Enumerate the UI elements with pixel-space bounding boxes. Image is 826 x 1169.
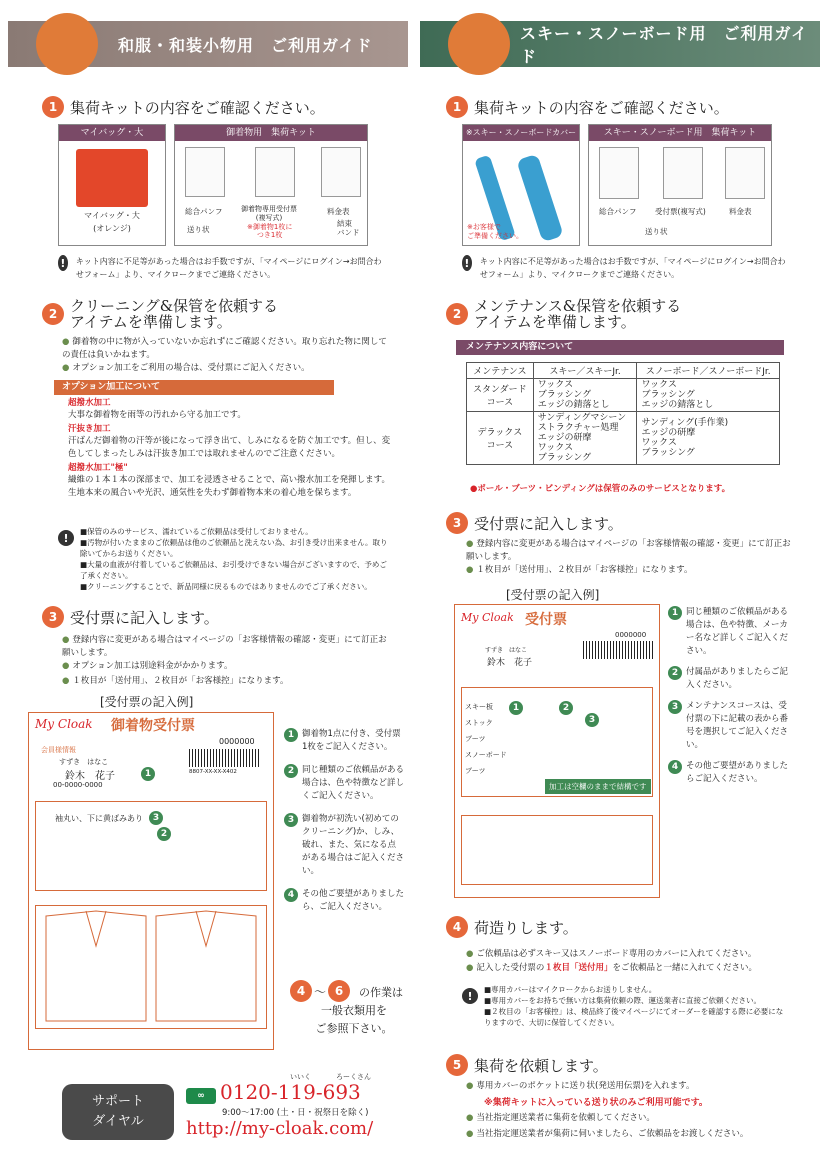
board-cover-image [516,154,563,243]
ref-step-b: 6 [328,980,350,1002]
col-header: メンテナンス [467,363,534,379]
form-label: 御着物専用受付票 (複写式) [241,205,297,222]
barcode-image [583,641,653,659]
note-line: ■クリーニングすることで、新品同様に戻るものではありませんのでご了承ください。 [80,582,372,591]
note-line: ■２枚目の「お客様控」は、検品終了後マイページにてオーダーを確認する際に必要になりますので、大切に保管してください。 [484,1007,784,1027]
maintenance-header: メンテナンス内容について [456,340,784,355]
note-text: キット内容に不足等があった場合はお手数ですが、「マイページにログイン→お問合わせフォーム」より、マイクロークまでご連絡ください。 [479,257,786,279]
kimono-form-example [28,712,274,1050]
bullet: ● ご依頼品は必ずスキー又はスノーボード専用のカバーに入れてください。 [466,948,796,961]
step-number: 2 [446,303,468,325]
bag-caption: マイバッグ・大 (オレンジ) [84,211,140,233]
marker-2: 2 [559,701,573,715]
marker-3: 3 [149,811,163,825]
course-grid [461,815,653,885]
form-step: 4 その他ご要望がありましたらご記入ください。 [668,760,792,786]
item-row: スノーボード [465,751,507,759]
bullet: ● オプション加工をご利用の場合は、受付票にご記入ください。 [62,362,392,375]
form-step: 3 御着物が初洗い(初めてのクリーニング)か、しみ、破れ、また、気になる点がある場合はご記入ください。 [284,813,404,878]
form-step: 3 メンテナンスコースは、受付票の下に記載の表から番号を選択してご記入ください。 [668,700,792,752]
pamphlet-label: 総合パンフ [185,207,223,216]
option-header: オプション加工について [54,380,334,395]
right-step-1 [446,96,729,118]
note-line: ■専用カバーをお持ちで無い方は集荷依頼の際、運送業者に直接ご依頼ください。 [484,996,762,1005]
member-phone: 00-0000-0000 [53,781,103,789]
col-header: スノーボード／スノーボードJr. [637,363,780,379]
ref-text: の作業は 一般衣類用を ご参照下さい。 [315,986,403,1035]
support-phone[interactable]: 0120-119-693 [220,1080,361,1104]
form-note: ※御着物1枚に つき1枚 [247,223,293,239]
right-step-4 [446,916,578,938]
opt2-text: 汗ばんだ御着物の汗等が後になって浮き出て、しみになるを防ぐ加工です。但し、変色してしまったしみは汗抜き加工では取れませんのでご注意ください。 [68,436,391,459]
form-logo: My Cloak [35,717,93,731]
left-s1-note [58,255,388,281]
marker-1: 1 [509,701,523,715]
right-banner-title: スキー・スノーボード用 ご利用ガイド [520,24,809,66]
step-number: 4 [446,916,468,938]
table-row [467,379,780,412]
member-name: 鈴木 花子 [487,658,533,668]
bullet: ● 登録内容に変更がある場合はマイページの「お客様情報の確認・変更」にて訂正お願いします。 [62,634,392,660]
left-step-3 [42,606,219,628]
left-step-1 [42,96,325,118]
right-step-5 [446,1054,608,1076]
note-line: ■汚物が付いたままのご依頼品は他のご依頼品と洗えない為、お引き受け出来ません。取り除いてからお送りください。 [80,538,388,558]
kimono-diagram [35,905,267,1029]
member-name: 鈴木 花子 [65,771,115,782]
sb-cell: サンディング(手作業) エッジの研摩 ワックス ブラッシング [637,412,780,465]
price-list-image [725,147,765,199]
kit-header: 御着物用 集荷キット [175,125,367,141]
course-name: スタンダード コース [467,379,534,412]
marker-2: 2 [157,827,171,841]
step-title: 集荷キットの内容をご確認ください。 [70,98,325,117]
step-number: 1 [446,96,468,118]
freedial-icon: ∞ [186,1088,216,1104]
step-title: 受付票に記入します。 [70,608,219,627]
table-header-row [467,363,780,379]
kimono-badge-icon [36,13,98,75]
item-row: スキー板 [465,703,493,711]
sb-cell: ワックス ブラッシング エッジの錆落とし [637,379,780,412]
left-s2-notes [80,526,390,592]
slip-label: 送り状 [187,225,210,234]
left-banner [8,21,408,67]
warning-icon: ! [462,988,478,1004]
price-label: 料金表 [729,207,752,216]
member-kana: すずき はなこ [485,647,528,654]
course-name: デラックス コース [467,412,534,465]
ski-cell: ワックス ブラッシング エッジの錆落とし [533,379,637,412]
warning-icon: ! [58,255,68,271]
phone-kana-2: ろーくさん [336,1073,371,1081]
item-labels [465,699,507,779]
opt1-text: 大事な御着物を雨等の汚れから守る加工です。 [68,410,246,420]
phone-kana-1: いいく [290,1073,311,1081]
step-title: 集荷を依頼します。 [474,1056,608,1075]
form-step: 2 同じ種類のご依頼品がある場合は、色や特徴など詳しくご記入ください。 [284,764,404,803]
sticker-note: 加工は空欄のままで結構です [545,779,651,794]
step-number: 1 [42,96,64,118]
right-step-2 [446,298,681,330]
bullet: ● １枚目が「送付用」、２枚目が「お客様控」になります。 [466,564,796,577]
step-title: 受付票に記入します。 [474,514,623,533]
handwritten-memo: 袖丸い、下に黄ばみあり [55,814,143,823]
member-kana: すずき はなこ [59,758,109,766]
item-row: ブーツ [465,735,486,743]
kimono-kit-box [174,124,368,246]
example-label: [受付票の記入例] [100,695,194,709]
left-step-2 [42,298,278,330]
ski-badge-icon [448,13,510,75]
step-title: メンテナンス&保管を依頼する アイテムを準備します。 [474,297,682,331]
form-no: 0000000 [615,631,647,639]
item-row: ストック [465,719,493,727]
ski-kit-box [588,124,772,246]
cover-box [462,124,580,246]
kit-header: スキー・スノーボード用 集荷キット [589,125,771,141]
bullet: ● 専用カバーのポケットに送り状(発送用伝票)を入れます。 [466,1080,796,1093]
opt2-title: 汗抜き加工 [68,424,111,434]
bullet: ● 登録内容に変更がある場合はマイページの「お客様情報の確認・変更」にて訂正お願いします。 [466,538,796,564]
bullet: ● 当社指定運送業者が集荷に伺いましたら、ご依頼品をお渡しください。 [466,1128,796,1141]
bullet: ● オプション加工は別途料金がかかります。 [62,660,392,673]
cover-note: ※お客様で ご準備ください。 [467,223,523,240]
bullet: ● 当社指定運送業者に集荷を依頼してください。 [466,1112,796,1125]
note-text: キット内容に不足等があった場合はお手数ですが、「マイページにログイン→お問合わせフォーム」より、マイクロークまでご連絡ください。 [75,257,382,279]
step-number: 5 [446,1054,468,1076]
pamphlet-image [185,147,225,197]
opt1-title: 超撥水加工 [68,398,111,408]
pamphlet-image [599,147,639,199]
marker-1: 1 [141,767,155,781]
step-title: 集荷キットの内容をご確認ください。 [474,98,729,117]
member-label: 会員様情報 [41,746,76,754]
note-line: ■大量の血液が付着しているご依頼品は、お引受けできない場合がございますので、予めご了承ください。 [80,560,387,580]
slip-warning: ※集荷キットに入っている送り状のみご利用可能です。 [484,1098,708,1108]
bag-image [76,149,148,207]
item-row: ブーツ [465,767,486,775]
band-label: 結束 バンド [337,219,360,237]
support-url[interactable]: http://my-cloak.com/ [186,1118,374,1139]
price-list-image [321,147,361,197]
step-number: 3 [446,512,468,534]
form-step: 1 御着物1点に付き、受付票1枚をご記入ください。 [284,728,404,754]
bag-header: マイバッグ・大 [59,125,165,141]
ref-separator: 〜 [314,984,327,999]
step-number: 2 [42,303,64,325]
form-logo: My Cloak [461,611,514,624]
table-row [467,412,780,465]
kimono-form-steps [284,728,404,914]
bag-box [58,124,166,246]
form-image [255,147,295,197]
note-line: ■保管のみのサービス、濡れているご依頼品は受付しておりません。 [80,527,313,536]
left-banner-title: 和服・和装小物用 ご利用ガイド [118,35,373,55]
right-step-3 [446,512,623,534]
form-no: 0000000 [219,737,255,746]
example-label: [受付票の記入例] [506,588,600,602]
maintenance-table [466,362,780,465]
right-s4-notes [484,984,784,1028]
opt3-text: 繊維の１本１本の深部まで、加工を浸透させることで、高い撥水加工を発揮します。生地本来の風合いや光沢、通気性を失わず御着物本来の着心地を保ちます。 [68,475,390,498]
kimono-illustration [36,906,266,1028]
marker-3: 3 [585,713,599,727]
bullet: ● １枚目が「送付用」、２枚目が「お客様控」になります。 [62,675,392,688]
form-label: 受付票(複写式) [655,207,706,216]
form-step: 2 付属品がありましたらご記入ください。 [668,666,792,692]
support-hours: 9:00〜17:00 (土・日・祝祭日を除く) [222,1108,369,1118]
col-header: スキー／スキーJr. [533,363,637,379]
bullet: ● 御着物の中に物が入っていないか忘れずにご確認ください。取り忘れた物に関しての責任は負いかねます。 [62,336,392,362]
bullet-packing: ● 記入した受付票の１枚目「送付用」をご依頼品と一緒に入れてください。 [466,962,796,975]
right-s1-note [462,255,792,281]
service-warning: ●ポール・ブーツ・ビンディングは保管のみのサービスとなります。 [470,484,731,494]
form-step: 1 同じ種類のご依頼品がある場合は、色や特徴、メーカー名など詳しくご記入ください。 [668,606,792,658]
support-label: サポート ダイヤル [62,1084,174,1140]
form-step: 4 その他ご要望がありましたら、ご記入ください。 [284,888,404,914]
form-image [663,147,703,199]
warning-icon: ! [58,530,74,546]
note-line: ■専用カバーはマイクロークからお送りしません。 [484,985,657,994]
slip-label: 送り状 [645,227,668,236]
barcode-image [189,749,261,767]
pamphlet-label: 総合パンフ [599,207,637,216]
step-number: 3 [42,606,64,628]
ski-form-example [454,604,660,898]
opt3-title: 超撥水加工"極" [68,463,128,473]
price-label: 料金表 [327,207,350,216]
barcode-text: 8807-XX-XX-X402 [189,769,237,775]
warning-icon: ! [462,255,472,271]
form-title: 御着物受付票 [111,718,195,734]
step-title: 荷造りします。 [474,918,578,937]
step-title: クリーニング&保管を依頼する アイテムを準備します。 [70,297,279,331]
ski-form-steps [668,606,792,786]
ski-cell: サンディングマシーン ストラクチャー処理 エッジの研摩 ワックス ブラッシング [533,412,637,465]
right-banner [420,21,820,67]
form-title: 受付票 [525,612,567,628]
ref-step-a: 4 [290,980,312,1002]
cover-header: ※スキー・スノーボードカバー [463,125,579,141]
